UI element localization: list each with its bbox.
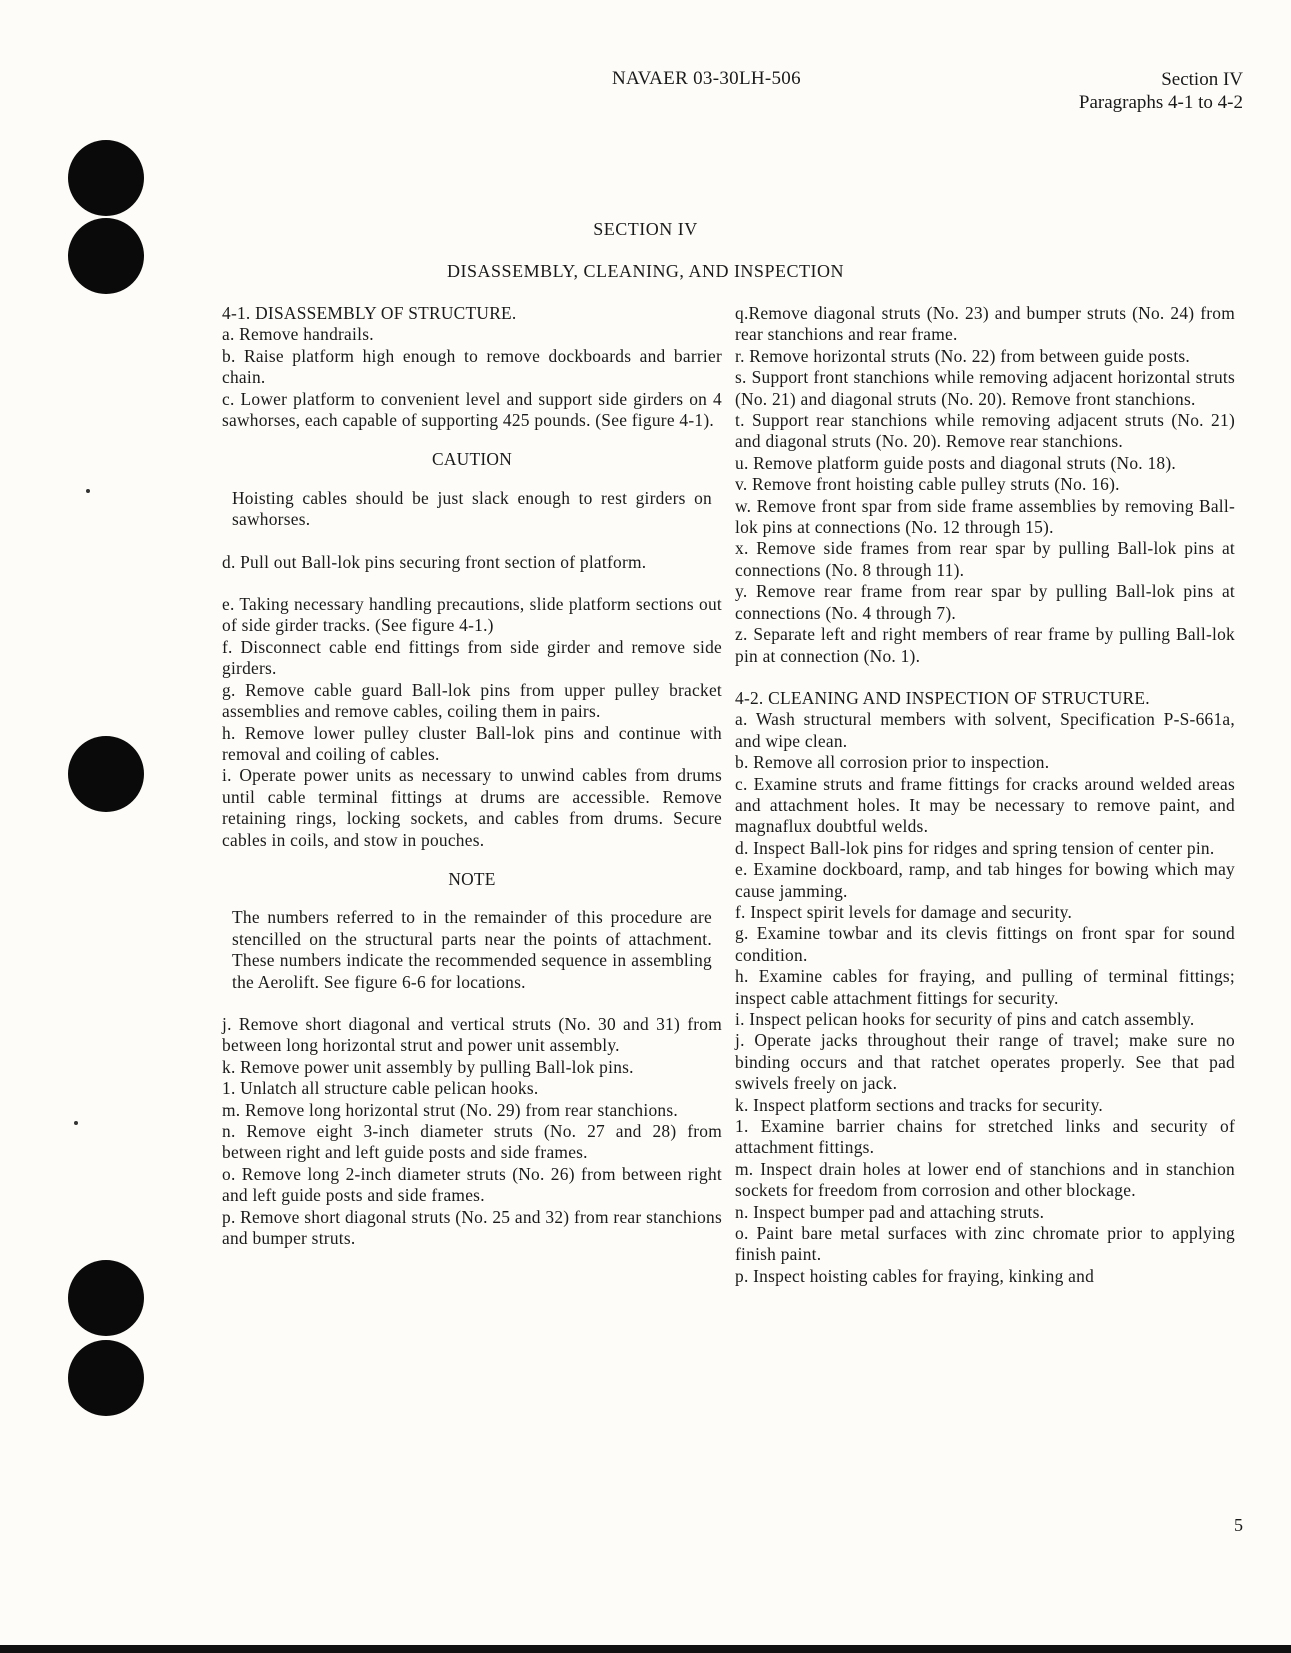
- binder-hole-4: [68, 1260, 144, 1336]
- document-number: NAVAER 03-30LH-506: [612, 68, 801, 89]
- inspect-step-n: n. Inspect bumper pad and attaching struts.: [735, 1201, 1045, 1222]
- paragraph-heading-4-1: 4-1. DISASSEMBLY OF STRUCTURE.: [222, 303, 517, 323]
- section-title: SECTION IV: [593, 219, 698, 239]
- step-e: e. Taking necessary handling precautions, slide platform sections out of side girder tracks. (See figure 4-1.): [222, 594, 722, 636]
- page-number: 5: [1234, 1515, 1243, 1535]
- step-l: 1. Unlatch all structure cable pelican hooks.: [222, 1078, 539, 1099]
- binder-hole-3: [68, 736, 144, 812]
- step-k: k. Remove power unit assembly by pulling Ball-lok pins.: [222, 1056, 634, 1077]
- step-p: p. Remove short diagonal struts (No. 25 and 32) from rear stanchions and bumper struts.: [222, 1206, 722, 1249]
- step-r: r. Remove horizontal struts (No. 22) from between guide posts.: [735, 345, 1191, 366]
- paragraphs-label: Paragraphs 4-1 to 4-2: [1078, 92, 1243, 113]
- binder-hole-5: [68, 1340, 144, 1416]
- step-z: z. Separate left and right members of rear frame by pulling Ball-lok pin at connection (No. 1).: [735, 624, 1235, 666]
- step-s: s. Support front stanchions while removing adjacent horizontal struts (No. 21) and diagonal struts (No. 20). Remove front stanchions.: [735, 367, 1235, 409]
- step-d: d. Pull out Ball-lok pins securing front section of platform.: [222, 551, 647, 572]
- step-f: f. Disconnect cable end fittings from side girder and remove side girders.: [222, 636, 722, 679]
- step-n: n. Remove eight 3-inch diameter struts (No. 27 and 28) from between right and left guide posts and side frames.: [222, 1121, 722, 1163]
- section-reference: [1079, 68, 1243, 114]
- step-c: c. Lower platform to convenient level and support side girders on 4 sawhorses, each capable of supporting 425 pounds. (See figure 4-1).: [222, 388, 722, 431]
- inspect-step-j: j. Operate jacks throughout their range of travel; make sure no binding occurs and that ratchet operates properly. See that pad swivels freely on jack.: [735, 1030, 1235, 1094]
- inspect-step-i: i. Inspect pelican hooks for security of pins and catch assembly.: [735, 1009, 1195, 1029]
- step-m: m. Remove long horizontal strut (No. 29) from rear stanchions.: [222, 1099, 678, 1120]
- note-heading: NOTE: [448, 868, 496, 889]
- inspect-step-b: b. Remove all corrosion prior to inspection.: [735, 752, 1050, 773]
- inspect-step-g: g. Examine towbar and its clevis fittings on front spar for sound condition.: [735, 923, 1235, 965]
- section-subtitle: DISASSEMBLY, CLEANING, AND INSPECTION: [447, 261, 844, 281]
- step-o: o. Remove long 2-inch diameter struts (No. 26) from between right and left guide posts and side frames.: [222, 1163, 722, 1206]
- speck-mark: [74, 1121, 78, 1125]
- inspect-step-c: c. Examine struts and frame fittings for cracks around welded areas and attachment holes. It may be necessary to remove paint, and magnaflux doubtful welds.: [735, 773, 1235, 837]
- step-v: v. Remove front hoisting cable pulley struts (No. 16).: [735, 474, 1120, 495]
- inspect-step-l: 1. Examine barrier chains for stretched links and security of attachment fittings.: [735, 1116, 1235, 1158]
- page-bottom-edge: [0, 1645, 1291, 1653]
- caution-text: Hoisting cables should be just slack enough to rest girders on sawhorses.: [232, 487, 712, 530]
- inspect-step-k: k. Inspect platform sections and tracks for security.: [735, 1094, 1104, 1115]
- step-q: q.Remove diagonal struts (No. 23) and bumper struts (No. 24) from rear stanchions and rear frame.: [735, 303, 1235, 345]
- binder-hole-1: [68, 140, 144, 216]
- caution-heading: CAUTION: [432, 449, 512, 470]
- step-i: i. Operate power units as necessary to unwind cables from drums until cable terminal fittings at drums are accessible. Remove retaining rings, locking sockets, and cables from drums. Secure cables in coils, and stow in pouches.: [222, 765, 722, 850]
- step-y: y. Remove rear frame from rear spar by pulling Ball-lok pins at connections (No. 4 through 7).: [735, 581, 1235, 623]
- step-g: g. Remove cable guard Ball-lok pins from upper pulley bracket assemblies and remove cables, coiling them in pairs.: [222, 679, 722, 722]
- step-a: a. Remove handrails.: [222, 324, 374, 345]
- paragraph-heading-4-2: 4-2. CLEANING AND INSPECTION OF STRUCTURE.: [735, 687, 1150, 708]
- step-b: b. Raise platform high enough to remove dockboards and barrier chain.: [222, 345, 722, 388]
- inspect-step-d: d. Inspect Ball-lok pins for ridges and spring tension of center pin.: [735, 837, 1215, 858]
- left-column: [222, 303, 722, 1249]
- inspect-step-a: a. Wash structural members with solvent, Specification P-S-661a, and wipe clean.: [735, 709, 1235, 751]
- inspect-step-h: h. Examine cables for fraying, and pulling of terminal fittings; inspect cable attachment fittings for security.: [735, 966, 1235, 1008]
- inspect-step-f: f. Inspect spirit levels for damage and security.: [735, 901, 1073, 922]
- step-w: w. Remove front spar from side frame assemblies by removing Ball-lok pins at connections (No. 12 through 15).: [735, 495, 1235, 538]
- section-label: Section IV: [1161, 69, 1243, 90]
- step-h: h. Remove lower pulley cluster Ball-lok pins and continue with removal and coiling of cables.: [222, 722, 722, 764]
- inspect-step-m: m. Inspect drain holes at lower end of stanchions and in stanchion sockets for freedom from corrosion and other blockage.: [735, 1158, 1235, 1201]
- step-x: x. Remove side frames from rear spar by pulling Ball-lok pins at connections (No. 8 through 11).: [735, 538, 1235, 580]
- speck-mark: [86, 489, 90, 493]
- step-t: t. Support rear stanchions while removing adjacent struts (No. 21) and diagonal struts (No. 20). Remove rear stanchions.: [735, 410, 1235, 452]
- inspect-step-p: p. Inspect hoisting cables for fraying, kinking and: [735, 1265, 1095, 1286]
- step-u: u. Remove platform guide posts and diagonal struts (No. 18).: [735, 452, 1177, 473]
- inspect-step-e: e. Examine dockboard, ramp, and tab hinges for bowing which may cause jamming.: [735, 859, 1235, 901]
- right-column: [735, 303, 1235, 1287]
- note-text: The numbers referred to in the remainder of this procedure are stencilled on the structural parts near the points of attachment. These numbers indicate the recommended sequence in assembling the Aerolift. See figure 6-6 for locations.: [232, 907, 712, 992]
- inspect-step-o: o. Paint bare metal surfaces with zinc chromate prior to applying finish paint.: [735, 1223, 1235, 1265]
- step-j: j. Remove short diagonal and vertical struts (No. 30 and 31) from between long horizontal strut and power unit assembly.: [222, 1013, 722, 1056]
